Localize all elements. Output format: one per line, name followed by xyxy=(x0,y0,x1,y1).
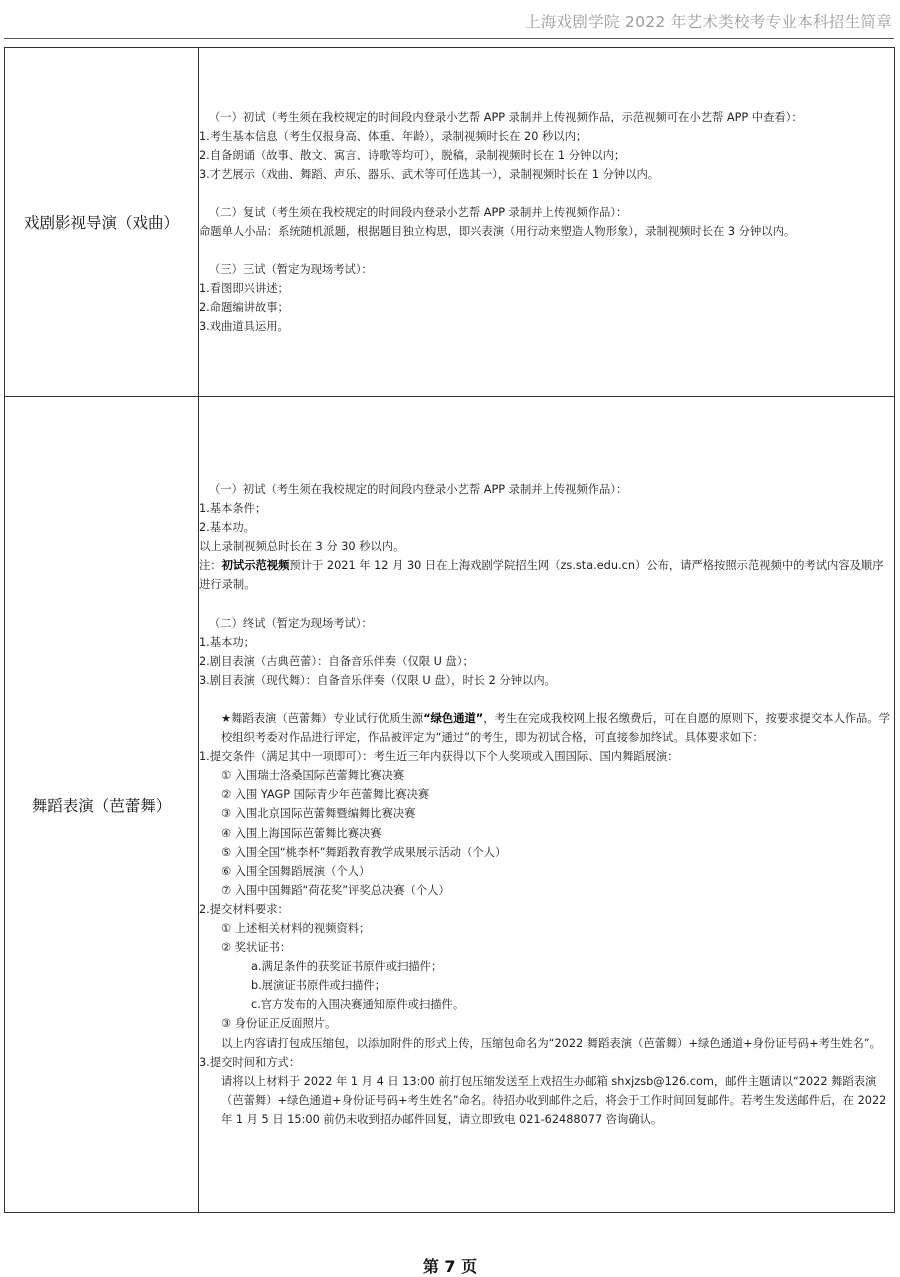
award-item: ⑤ 入围全国“桃李杯”舞蹈教育教学成果展示活动（个人） xyxy=(221,845,507,859)
spacer xyxy=(199,595,894,614)
certificate-item: b.展演证书原件或扫描件； xyxy=(251,979,387,993)
exam-item: 1.看图即兴讲述； xyxy=(199,282,289,296)
table-row xyxy=(5,48,895,397)
exam-round-title: （二）终试（暂定为现场考试）： xyxy=(209,616,373,630)
green-channel-intro: ★舞蹈表演（芭蕾舞）专业试行优质生源 xyxy=(221,711,424,725)
spacer xyxy=(199,690,894,709)
exam-item: 2.自备朗诵（故事、散文、寓言、诗歌等均可），脱稿，录制视频时长在 1 分钟以内； xyxy=(199,148,626,162)
exam-item: 1.提交条件（满足其中一项即可）：考生近三年内获得以下个人奖项或入围国际、国内舞蹈展演： xyxy=(199,750,679,764)
award-item: ② 入围 YAGP 国际青少年芭蕾舞比赛决赛 xyxy=(221,788,430,802)
exam-content xyxy=(199,48,895,397)
exam-round-title: （二）复试（考生须在我校规定的时间段内登录小艺帮 APP 录制并上传视频作品）： xyxy=(209,205,628,219)
green-channel-emphasis: “绿色通道” xyxy=(423,711,484,725)
table-row xyxy=(5,397,895,1213)
material-item: ③ 身份证正反面照片。 xyxy=(221,1017,337,1031)
admission-table xyxy=(4,47,895,1213)
exam-item: 3.提交时间和方式： xyxy=(199,1055,301,1069)
spacer xyxy=(199,241,894,260)
exam-item: 3.戏曲道具运用。 xyxy=(199,320,289,334)
packaging-note: 以上内容请打包成压缩包，以添加附件的形式上传，压缩包命名为“2022 舞蹈表演（芭蕾舞）+绿色通道+身份证号码+考生姓名”。 xyxy=(221,1036,881,1050)
green-channel-paragraph xyxy=(199,709,894,747)
note-emphasis: 初试示范视频 xyxy=(221,559,290,573)
exam-item: 2.提交材料要求： xyxy=(199,902,289,916)
award-item: ④ 入围上海国际芭蕾舞比赛决赛 xyxy=(221,826,382,840)
spacer xyxy=(199,184,894,203)
major-name: 舞蹈表演（芭蕾舞） xyxy=(5,397,199,1213)
submission-note: 请将以上材料于 2022 年 1 月 4 日 13:00 前打包压缩发送至上戏招生办邮箱 shxjzsb@126.com，邮件主题请以“2022 舞蹈表演（芭蕾舞）+绿色通道+身份证号码+考生姓名”命名。待招办收到邮件之后，将会于工作时间回复邮件。若考生发送邮件后，在 2022 年 1 月 5 日 15:00 前仍未收到招办邮件回复，请立即致电 021-62488077 咨询确认。 xyxy=(221,1074,887,1126)
award-item: ⑥ 入围全国舞蹈展演（个人） xyxy=(221,864,371,878)
header-rule xyxy=(4,38,894,39)
exam-item: 2.剧目表演（古典芭蕾）：自备音乐伴奏（仅限 U 盘）； xyxy=(199,654,474,668)
exam-item: 2.基本功。 xyxy=(199,521,255,535)
exam-round-title: （一）初试（考生须在我校规定的时间段内登录小艺帮 APP 录制并上传视频作品）： xyxy=(209,483,628,496)
note-prefix: 注： xyxy=(199,559,222,573)
exam-item: 以上录制视频总时长在 3 分 30 秒以内。 xyxy=(199,540,405,554)
award-item: ⑦ 入围中国舞蹈“荷花奖”评奖总决赛（个人） xyxy=(221,883,450,897)
exam-round-title: （一）初试（考生须在我校规定的时间段内登录小艺帮 APP 录制并上传视频作品，示范视频可在小艺帮 APP 中查看）： xyxy=(209,110,803,124)
exam-item: 3.才艺展示（戏曲、舞蹈、声乐、器乐、武术等可任选其一），录制视频时长在 1 分钟以内。 xyxy=(199,167,660,181)
certificate-item: a.满足条件的获奖证书原件或扫描件； xyxy=(251,960,443,974)
certificate-item: c.官方发布的入围决赛通知原件或扫描件。 xyxy=(251,998,465,1012)
page-number: 第 7 页 xyxy=(422,1257,478,1276)
award-item: ③ 入围北京国际芭蕾舞暨编舞比赛决赛 xyxy=(221,807,416,821)
major-name: 戏剧影视导演（戏曲） xyxy=(5,48,199,397)
exam-round-title: （三）三试（暂定为现场考试）： xyxy=(209,263,373,277)
header-title: 上海戏剧学院 2022 年艺术类校考专业本科招生简章 xyxy=(524,13,892,31)
note-text: 预计于 2021 年 12 月 30 日在上海戏剧学院招生网（zs.sta.edu.cn）公布，请严格按照示范视频中的考试内容及顺序进行录制。 xyxy=(199,559,884,592)
note-paragraph xyxy=(199,556,894,594)
material-item: ② 奖状证书： xyxy=(221,941,292,955)
exam-item: 1.考生基本信息（考生仅报身高、体重、年龄），录制视频时长在 20 秒以内； xyxy=(199,129,588,143)
exam-item: 3.剧目表演（现代舞）：自备音乐伴奏（仅限 U 盘），时长 2 分钟以内。 xyxy=(199,673,556,687)
exam-item: 命题单人小品：系统随机派题，根据题目独立构思，即兴表演（用行动来塑造人物形象），录制视频时长在 3 分钟以内。 xyxy=(199,225,796,238)
exam-content xyxy=(199,397,895,1213)
green-channel-text: ，考生在完成我校网上报名缴费后，可在自愿的原则下，按要求提交本人作品。学校组织考委对作品进行评定，作品被评定为“通过”的考生，即为初试合格，可直接参加终试。具体要求如下： xyxy=(221,711,890,745)
material-item: ① 上述相关材料的视频资料； xyxy=(221,921,371,935)
exam-item: 1.基本功； xyxy=(199,635,255,649)
award-item: ① 入围瑞士洛桑国际芭蕾舞比赛决赛 xyxy=(221,769,405,783)
exam-item: 2.命题编讲故事； xyxy=(199,301,289,315)
exam-item: 1.基本条件； xyxy=(199,502,267,516)
